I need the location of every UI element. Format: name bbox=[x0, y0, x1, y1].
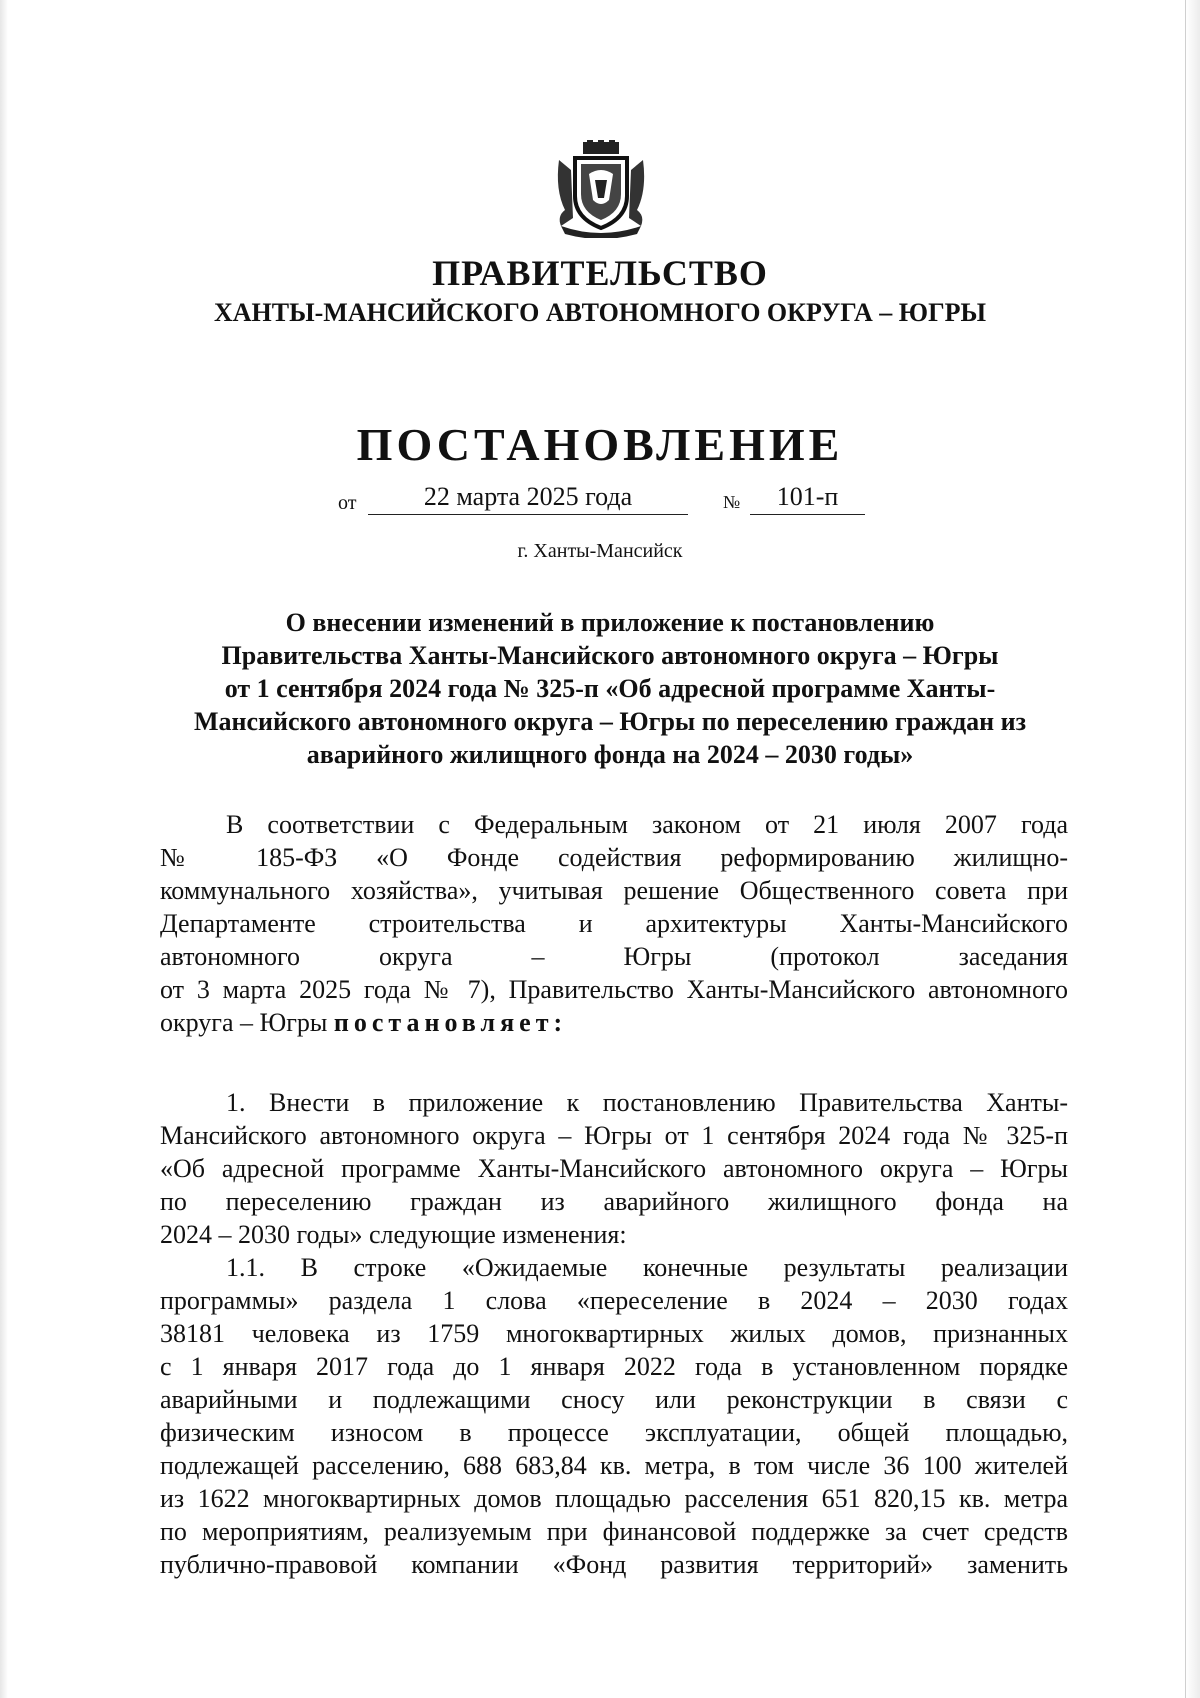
item-1-1-paragraph bbox=[160, 1251, 1068, 1581]
paragraph-line: по мероприятиям, реализуемым при финансовой поддержке за счет средств bbox=[160, 1517, 1068, 1546]
heading-line: Мансийского автономного округа – Югры по переселению граждан из bbox=[193, 707, 1027, 736]
paragraph-line: аварийными и подлежащими сносу или реконструкции в связи с bbox=[160, 1385, 1068, 1414]
paragraph-line: 1. Внести в приложение к постановлению Правительства Ханты- bbox=[226, 1088, 1068, 1117]
paragraph-line: «Об адресной программе Ханты-Мансийского автономного округа – Югры bbox=[160, 1154, 1068, 1183]
heading-line: О внесении изменений в приложение к постановлению bbox=[285, 608, 935, 637]
paragraph-line-text: округа – Югры bbox=[160, 1008, 328, 1037]
heading-line: от 1 сентября 2024 года № 325-п «Об адресной программе Ханты- bbox=[224, 674, 996, 703]
document-number: 101-п bbox=[750, 482, 865, 515]
document-date: 22 марта 2025 года bbox=[368, 482, 688, 515]
paragraph-line: 1.1. В строке «Ожидаемые конечные результаты реализации bbox=[226, 1253, 1068, 1282]
government-title: ПРАВИТЕЛЬСТВО bbox=[432, 253, 768, 293]
preamble-paragraph bbox=[160, 808, 1068, 1039]
paragraph-line: публично-правовой компании «Фонд развития территорий» заменить bbox=[160, 1550, 1068, 1579]
paragraph-line: автономного округа – Югры (протокол заседания bbox=[160, 942, 1068, 971]
region-title: ХАНТЫ-МАНСИЙСКОГО АВТОНОМНОГО ОКРУГА – ЮГРЫ bbox=[213, 298, 987, 327]
paragraph-line: коммунального хозяйства», учитывая решение Общественного совета при bbox=[160, 876, 1068, 905]
from-label: от bbox=[338, 492, 357, 514]
paragraph-line: с 1 января 2017 года до 1 января 2022 года в установленном порядке bbox=[160, 1352, 1068, 1381]
heading-line: Правительства Ханты-Мансийского автономного округа – Югры bbox=[221, 641, 999, 670]
date-number-row bbox=[0, 482, 1200, 522]
number-label: № bbox=[723, 492, 741, 512]
paragraph-line: из 1622 многоквартирных домов площадью расселения 651 820,15 кв. метра bbox=[160, 1484, 1068, 1513]
paragraph-line: № 185-ФЗ «О Фонде содействия реформированию жилищно- bbox=[160, 843, 1068, 872]
resolves-word: постановляет: bbox=[333, 1008, 568, 1037]
paragraph-line-final bbox=[160, 1006, 1068, 1039]
paragraph-line: программы» раздела 1 слова «переселение в 2024 – 2030 годах bbox=[160, 1286, 1068, 1315]
paragraph-line: Департаменте строительства и архитектуры Ханты-Мансийского bbox=[160, 909, 1068, 938]
paragraph-line: от 3 марта 2025 года № 7), Правительство Ханты-Мансийского автономного bbox=[160, 975, 1068, 1004]
document-type: ПОСТАНОВЛЕНИЕ bbox=[356, 419, 844, 470]
coat-of-arms-icon bbox=[551, 140, 651, 238]
document-heading bbox=[150, 606, 1070, 771]
heading-line: аварийного жилищного фонда на 2024 – 2030 годы» bbox=[306, 740, 914, 769]
paragraph-line: 2024 – 2030 годы» следующие изменения: bbox=[160, 1220, 627, 1249]
item-1-paragraph bbox=[160, 1086, 1068, 1251]
city: г. Ханты-Мансийск bbox=[517, 540, 683, 562]
paragraph-line: по переселению граждан из аварийного жилищного фонда на bbox=[160, 1187, 1068, 1216]
paragraph-line: Мансийского автономного округа – Югры от 1 сентября 2024 года № 325-п bbox=[160, 1121, 1068, 1150]
paragraph-line: В соответствии с Федеральным законом от 21 июля 2007 года bbox=[226, 810, 1068, 839]
paragraph-line: подлежащей расселению, 688 683,84 кв. метра, в том числе 36 100 жителей bbox=[160, 1451, 1068, 1480]
paragraph-line: физическим износом в процессе эксплуатации, общей площадью, bbox=[160, 1418, 1068, 1447]
paragraph-line: 38181 человека из 1759 многоквартирных жилых домов, признанных bbox=[160, 1319, 1068, 1348]
